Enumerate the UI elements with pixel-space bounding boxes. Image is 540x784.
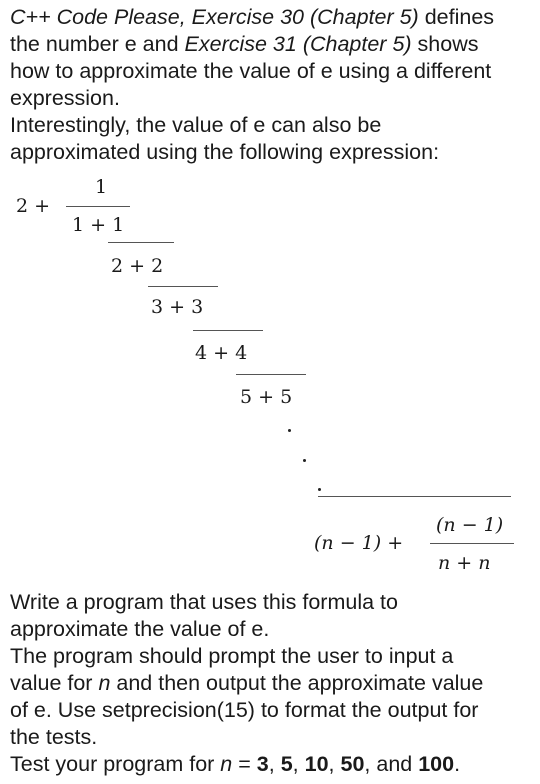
exercise-31-reference: Exercise 31 (Chapter 5) [184,32,412,56]
test-value: 5 [280,752,293,776]
intro-text: shows [411,32,479,56]
intro-text: defines [418,5,495,29]
task-paragraph [10,589,535,778]
separator: , and [364,752,419,776]
task-text: Test your program for [10,752,221,776]
fraction-bar-3 [148,286,218,287]
intro-line-2 [10,31,535,58]
separator: , [268,752,281,776]
fraction-denominator-2: 2 + 2 [111,255,164,277]
task-text: value for [10,671,99,695]
intro-line-4: expression. [10,86,120,110]
fraction-bar-last [430,543,514,544]
intro-paragraph [10,4,535,166]
task-line-4 [10,670,535,697]
fraction-bar-6 [318,496,511,497]
fraction-bar-4 [193,330,263,331]
intro-line-6: approximated using the following expression: [10,140,440,164]
separator: , [328,752,341,776]
task-line-5: of e. Use setprecision(15) to format the output for [10,698,479,722]
formula-last-denominator: n + n [438,552,491,574]
task-line-1: Write a program that uses this formula to [10,590,398,614]
ellipsis-dot-3 [318,488,321,491]
task-line-6: the tests. [10,725,98,749]
ellipsis-dot-1 [288,429,291,432]
formula-lead: 2 + [16,195,51,217]
task-line-2: approximate the value of e. [10,617,270,641]
variable-n: n [220,752,233,776]
fraction-bar-1 [66,206,130,207]
test-value: 3 [256,752,269,776]
fraction-denominator-5: 5 + 5 [240,386,293,408]
fraction-bar-5 [236,374,306,375]
test-value: 100 [418,752,455,776]
intro-line-1 [10,4,535,31]
fraction-denominator-3: 3 + 3 [151,296,204,318]
intro-line-5: Interestingly, the value of e can also be [10,113,382,137]
fraction-denominator-4: 4 + 4 [195,342,248,364]
intro-line-3: how to approximate the value of e using a different [10,59,492,83]
test-value: 50 [340,752,365,776]
separator: . [454,752,461,776]
exercise-30-reference: C++ Code Please, Exercise 30 (Chapter 5) [10,5,419,29]
formula-last-numerator: (n − 1) [436,514,504,536]
variable-n: n [98,671,111,695]
task-text: = [232,752,257,776]
task-line-3: The program should prompt the user to input a [10,644,454,668]
fraction-denominator-1: 1 + 1 [72,214,125,236]
intro-text: the number e and [10,32,185,56]
ellipsis-dot-2 [303,459,306,462]
formula-last-term: (n − 1) + [314,532,404,554]
task-line-7 [10,751,535,778]
fraction-numerator-1: 1 [95,176,108,198]
task-text: and then output the approximate value [110,671,484,695]
separator: , [292,752,305,776]
test-value: 10 [304,752,329,776]
fraction-bar-2 [108,242,174,243]
